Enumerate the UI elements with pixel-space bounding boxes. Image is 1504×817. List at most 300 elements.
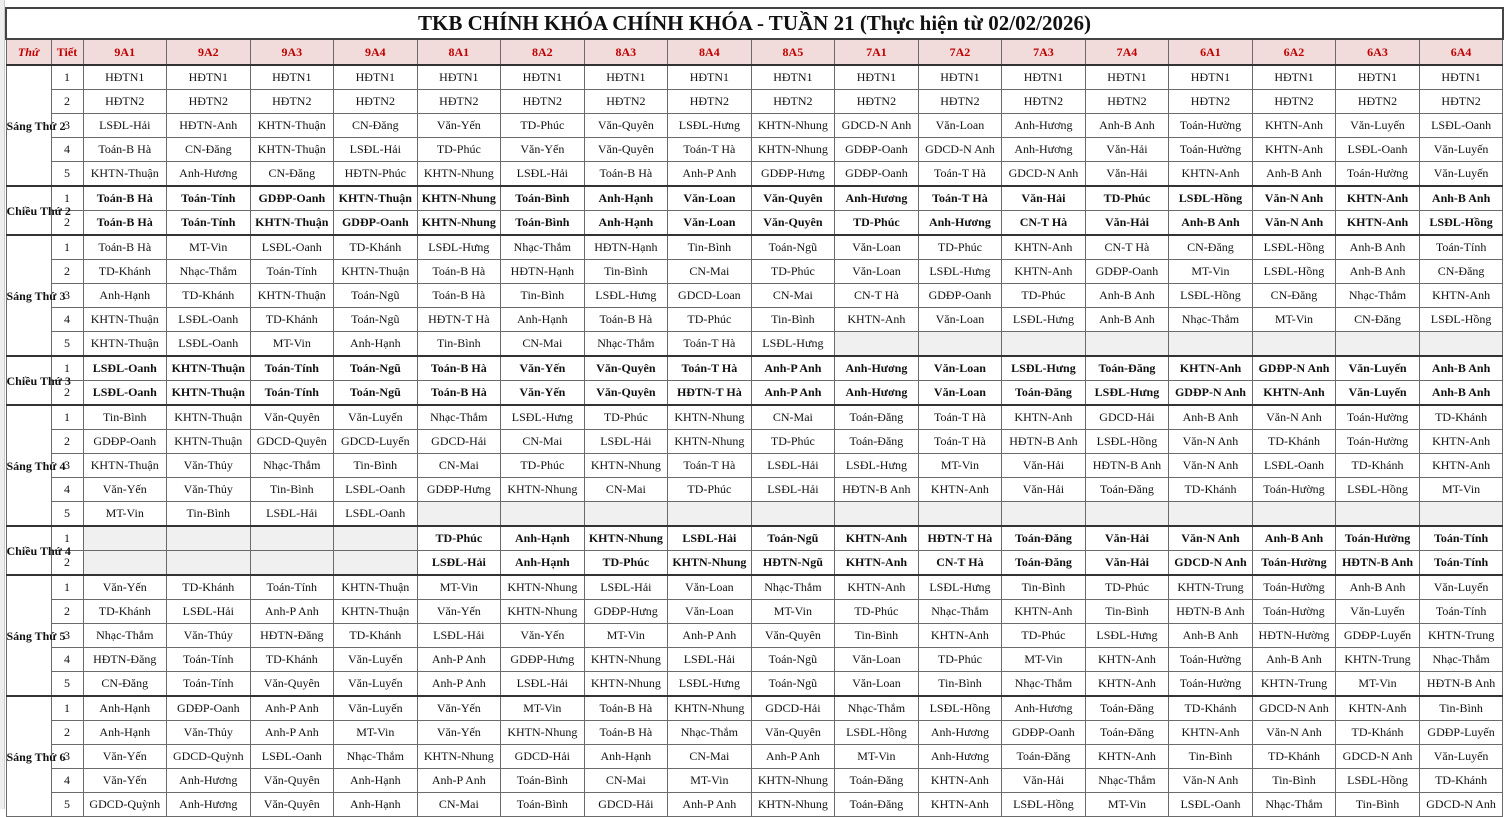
subject-cell[interactable] bbox=[1252, 332, 1336, 357]
subject-cell[interactable]: Anh-B Anh bbox=[1085, 308, 1169, 332]
subject-cell[interactable]: KHTN-Nhung bbox=[584, 672, 668, 697]
subject-cell[interactable] bbox=[918, 502, 1002, 527]
subject-cell[interactable]: HĐTN2 bbox=[1252, 90, 1336, 114]
subject-cell[interactable]: GDĐP-Oanh bbox=[250, 186, 334, 211]
subject-cell[interactable]: HĐTN-Đăng bbox=[83, 648, 167, 672]
subject-cell[interactable]: Anh-Hương bbox=[167, 162, 251, 187]
subject-cell[interactable]: Tin-Bình bbox=[584, 260, 668, 284]
subject-cell[interactable]: LSĐL-Hải bbox=[417, 551, 501, 576]
subject-cell[interactable]: GDĐP-Oanh bbox=[835, 162, 919, 187]
subject-cell[interactable]: KHTN-Anh bbox=[1252, 381, 1336, 406]
subject-cell[interactable]: Toán-T Hà bbox=[918, 162, 1002, 187]
subject-cell[interactable]: Anh-Hạnh bbox=[83, 721, 167, 745]
subject-cell[interactable]: KHTN-Anh bbox=[918, 769, 1002, 793]
subject-cell[interactable]: Văn-Yến bbox=[83, 745, 167, 769]
period-number[interactable]: 1 bbox=[51, 65, 83, 90]
subject-cell[interactable]: CN-Đăng bbox=[1252, 284, 1336, 308]
subject-cell[interactable]: Văn-Quyên bbox=[584, 381, 668, 406]
subject-cell[interactable]: Văn-Loan bbox=[668, 186, 752, 211]
period-number[interactable]: 2 bbox=[51, 90, 83, 114]
subject-cell[interactable]: Anh-B Anh bbox=[1252, 648, 1336, 672]
subject-cell[interactable]: TD-Phúc bbox=[417, 526, 501, 551]
subject-cell[interactable]: TD-Phúc bbox=[584, 405, 668, 430]
session-label[interactable]: Sáng Thứ 2 bbox=[6, 65, 51, 186]
subject-cell[interactable]: Anh-Hạnh bbox=[334, 793, 418, 817]
subject-cell[interactable]: Văn-Yến bbox=[501, 356, 585, 381]
subject-cell[interactable]: Toán-T Hà bbox=[668, 454, 752, 478]
subject-cell[interactable]: MT-Vin bbox=[501, 696, 585, 721]
subject-cell[interactable]: HĐTN2 bbox=[501, 90, 585, 114]
subject-cell[interactable]: HĐTN2 bbox=[835, 90, 919, 114]
subject-cell[interactable]: KHTN-Thuận bbox=[167, 430, 251, 454]
subject-cell[interactable]: HĐTN1 bbox=[1252, 65, 1336, 90]
subject-cell[interactable]: CN-Mai bbox=[501, 332, 585, 357]
subject-cell[interactable]: HĐTN1 bbox=[1169, 65, 1253, 90]
subject-cell[interactable]: HĐTN-Ngũ bbox=[751, 551, 835, 576]
subject-cell[interactable]: GDĐP-Oanh bbox=[334, 211, 418, 236]
subject-cell[interactable]: TD-Phúc bbox=[1085, 186, 1169, 211]
subject-cell[interactable] bbox=[83, 526, 167, 551]
subject-cell[interactable]: KHTN-Nhung bbox=[501, 721, 585, 745]
subject-cell[interactable]: HĐTN1 bbox=[167, 65, 251, 90]
subject-cell[interactable] bbox=[83, 551, 167, 576]
subject-cell[interactable]: LSĐL-Hồng bbox=[1002, 793, 1086, 817]
subject-cell[interactable] bbox=[334, 551, 418, 576]
subject-cell[interactable]: HĐTN1 bbox=[417, 65, 501, 90]
subject-cell[interactable]: Tin-Bình bbox=[918, 672, 1002, 697]
subject-cell[interactable]: Tin-Bình bbox=[250, 478, 334, 502]
subject-cell[interactable]: Toán-T Hà bbox=[668, 356, 752, 381]
subject-cell[interactable]: Nhạc-Thắm bbox=[1085, 769, 1169, 793]
period-number[interactable]: 4 bbox=[51, 138, 83, 162]
subject-cell[interactable]: Anh-B Anh bbox=[1336, 235, 1420, 260]
subject-cell[interactable]: Toán-Đăng bbox=[835, 793, 919, 817]
subject-cell[interactable]: KHTN-Nhung bbox=[751, 793, 835, 817]
subject-cell[interactable]: LSĐL-Hải bbox=[751, 454, 835, 478]
subject-cell[interactable]: TD-Phúc bbox=[918, 648, 1002, 672]
subject-cell[interactable]: KHTN-Anh bbox=[835, 551, 919, 576]
subject-cell[interactable]: Văn-N Anh bbox=[1169, 430, 1253, 454]
subject-cell[interactable]: LSĐL-Hưng bbox=[417, 235, 501, 260]
subject-cell[interactable]: TD-Khánh bbox=[1419, 769, 1503, 793]
subject-cell[interactable]: LSĐL-Oanh bbox=[334, 478, 418, 502]
subject-cell[interactable]: Nhạc-Thắm bbox=[835, 696, 919, 721]
subject-cell[interactable]: Toán-Hường bbox=[1252, 600, 1336, 624]
subject-cell[interactable]: LSĐL-Hồng bbox=[1252, 235, 1336, 260]
subject-cell[interactable]: GDĐP-Hưng bbox=[751, 162, 835, 187]
subject-cell[interactable]: KHTN-Thuận bbox=[250, 138, 334, 162]
subject-cell[interactable]: TD-Phúc bbox=[668, 308, 752, 332]
subject-cell[interactable]: MT-Vin bbox=[1419, 478, 1503, 502]
subject-cell[interactable]: KHTN-Nhung bbox=[751, 769, 835, 793]
subject-cell[interactable]: HĐTN1 bbox=[751, 65, 835, 90]
class-header[interactable]: 7A2 bbox=[918, 39, 1002, 65]
subject-cell[interactable]: HĐTN-T Hà bbox=[417, 308, 501, 332]
subject-cell[interactable]: HĐTN2 bbox=[334, 90, 418, 114]
subject-cell[interactable]: MT-Vin bbox=[835, 745, 919, 769]
subject-cell[interactable]: Anh-B Anh bbox=[1169, 624, 1253, 648]
subject-cell[interactable]: Toán-Hường bbox=[1169, 114, 1253, 138]
subject-cell[interactable]: KHTN-Nhung bbox=[501, 575, 585, 600]
subject-cell[interactable] bbox=[417, 502, 501, 527]
subject-cell[interactable]: MT-Vin bbox=[1002, 648, 1086, 672]
subject-cell[interactable]: KHTN-Anh bbox=[1085, 745, 1169, 769]
subject-cell[interactable]: Toán-Hường bbox=[1252, 575, 1336, 600]
session-label[interactable]: Sáng Thứ 5 bbox=[6, 575, 51, 696]
subject-cell[interactable]: LSĐL-Hải bbox=[668, 648, 752, 672]
subject-cell[interactable]: LSĐL-Oanh bbox=[1419, 114, 1503, 138]
subject-cell[interactable]: Nhạc-Thắm bbox=[918, 600, 1002, 624]
header-period[interactable]: Tiết bbox=[51, 39, 83, 65]
subject-cell[interactable]: GDĐP-Hưng bbox=[501, 648, 585, 672]
subject-cell[interactable]: TD-Phúc bbox=[501, 114, 585, 138]
subject-cell[interactable]: LSĐL-Hải bbox=[83, 114, 167, 138]
subject-cell[interactable]: Toán-T Hà bbox=[668, 138, 752, 162]
subject-cell[interactable]: Toán-B Hà bbox=[584, 696, 668, 721]
subject-cell[interactable]: Tin-Bình bbox=[1169, 745, 1253, 769]
subject-cell[interactable]: TD-Khánh bbox=[1252, 430, 1336, 454]
subject-cell[interactable]: Anh-Hạnh bbox=[334, 332, 418, 357]
subject-cell[interactable]: KHTN-Trung bbox=[1336, 648, 1420, 672]
period-number[interactable]: 2 bbox=[51, 211, 83, 236]
subject-cell[interactable]: KHTN-Thuận bbox=[83, 332, 167, 357]
subject-cell[interactable]: Văn-Quyên bbox=[250, 672, 334, 697]
subject-cell[interactable]: HĐTN-Hường bbox=[1252, 624, 1336, 648]
subject-cell[interactable]: TD-Khánh bbox=[83, 260, 167, 284]
subject-cell[interactable]: Văn-Yến bbox=[83, 575, 167, 600]
subject-cell[interactable]: KHTN-Nhung bbox=[417, 745, 501, 769]
subject-cell[interactable]: KHTN-Anh bbox=[1002, 260, 1086, 284]
subject-cell[interactable]: HĐTN2 bbox=[417, 90, 501, 114]
subject-cell[interactable]: Văn-Hải bbox=[1085, 551, 1169, 576]
subject-cell[interactable]: Nhạc-Thắm bbox=[83, 624, 167, 648]
period-number[interactable]: 5 bbox=[51, 502, 83, 527]
period-number[interactable]: 1 bbox=[51, 526, 83, 551]
subject-cell[interactable]: MT-Vin bbox=[250, 332, 334, 357]
subject-cell[interactable]: TD-Khánh bbox=[334, 624, 418, 648]
subject-cell[interactable]: TD-Khánh bbox=[167, 284, 251, 308]
subject-cell[interactable]: Anh-Hương bbox=[1002, 696, 1086, 721]
subject-cell[interactable]: LSĐL-Oanh bbox=[83, 356, 167, 381]
subject-cell[interactable]: Toán-Đăng bbox=[1002, 551, 1086, 576]
class-header[interactable]: 9A1 bbox=[83, 39, 167, 65]
subject-cell[interactable]: Tin-Bình bbox=[1002, 575, 1086, 600]
subject-cell[interactable]: KHTN-Anh bbox=[1336, 186, 1420, 211]
subject-cell[interactable]: CN-Mai bbox=[417, 793, 501, 817]
subject-cell[interactable]: TD-Khánh bbox=[83, 600, 167, 624]
subject-cell[interactable]: GDĐP-Luyến bbox=[1336, 624, 1420, 648]
period-number[interactable]: 5 bbox=[51, 793, 83, 817]
subject-cell[interactable]: Toán-T Hà bbox=[918, 186, 1002, 211]
subject-cell[interactable]: KHTN-Anh bbox=[835, 308, 919, 332]
subject-cell[interactable]: TD-Khánh bbox=[250, 648, 334, 672]
subject-cell[interactable]: Toán-Đăng bbox=[835, 769, 919, 793]
subject-cell[interactable]: GDCD-Hải bbox=[501, 745, 585, 769]
subject-cell[interactable]: Anh-Hạnh bbox=[83, 284, 167, 308]
subject-cell[interactable]: KHTN-Nhung bbox=[668, 696, 752, 721]
subject-cell[interactable]: TD-Khánh bbox=[1336, 454, 1420, 478]
subject-cell[interactable]: LSĐL-Hải bbox=[584, 575, 668, 600]
subject-cell[interactable]: Toán-Đăng bbox=[1002, 381, 1086, 406]
subject-cell[interactable]: Văn-Luyến bbox=[334, 696, 418, 721]
subject-cell[interactable]: Toán-Ngũ bbox=[751, 672, 835, 697]
subject-cell[interactable]: Nhạc-Thắm bbox=[1252, 793, 1336, 817]
subject-cell[interactable]: Anh-Hạnh bbox=[501, 551, 585, 576]
subject-cell[interactable]: Toán-B Hà bbox=[584, 308, 668, 332]
subject-cell[interactable]: Anh-P Anh bbox=[250, 696, 334, 721]
subject-cell[interactable]: CN-Mai bbox=[584, 478, 668, 502]
subject-cell[interactable]: Văn-Quyên bbox=[584, 114, 668, 138]
subject-cell[interactable]: Nhạc-Thắm bbox=[584, 332, 668, 357]
subject-cell[interactable]: Toán-Hường bbox=[1336, 430, 1420, 454]
subject-cell[interactable]: KHTN-Anh bbox=[1252, 138, 1336, 162]
subject-cell[interactable]: KHTN-Nhung bbox=[584, 526, 668, 551]
subject-cell[interactable] bbox=[1169, 332, 1253, 357]
subject-cell[interactable] bbox=[334, 526, 418, 551]
subject-cell[interactable]: CN-Đăng bbox=[250, 162, 334, 187]
subject-cell[interactable]: LSĐL-Hải bbox=[334, 138, 418, 162]
subject-cell[interactable]: KHTN-Anh bbox=[1085, 672, 1169, 697]
class-header[interactable]: 9A3 bbox=[250, 39, 334, 65]
subject-cell[interactable]: GDCD-N Anh bbox=[1336, 745, 1420, 769]
subject-cell[interactable]: LSĐL-Oanh bbox=[250, 745, 334, 769]
subject-cell[interactable]: LSĐL-Hải bbox=[751, 478, 835, 502]
class-header[interactable]: 7A1 bbox=[835, 39, 919, 65]
timetable-title[interactable]: TKB CHÍNH KHÓA CHÍNH KHÓA - TUẦN 21 (Thực hiện từ 02/02/2026) bbox=[6, 8, 1503, 39]
subject-cell[interactable]: LSĐL-Hồng bbox=[1085, 430, 1169, 454]
subject-cell[interactable]: HĐTN2 bbox=[751, 90, 835, 114]
subject-cell[interactable]: Tin-Bình bbox=[417, 332, 501, 357]
session-label[interactable]: Chiều Thứ 4 bbox=[6, 526, 51, 575]
subject-cell[interactable]: Anh-Hương bbox=[1002, 114, 1086, 138]
subject-cell[interactable]: HĐTN1 bbox=[1002, 65, 1086, 90]
subject-cell[interactable]: GDCD-Quỳnh bbox=[83, 793, 167, 817]
subject-cell[interactable]: Nhạc-Thắm bbox=[1002, 672, 1086, 697]
subject-cell[interactable]: HĐTN2 bbox=[1002, 90, 1086, 114]
subject-cell[interactable]: Tin-Bình bbox=[1085, 600, 1169, 624]
subject-cell[interactable]: LSĐL-Hưng bbox=[1002, 356, 1086, 381]
subject-cell[interactable]: CN-Mai bbox=[668, 260, 752, 284]
subject-cell[interactable]: LSĐL-Hồng bbox=[1419, 308, 1503, 332]
subject-cell[interactable]: GDCD-Hải bbox=[584, 793, 668, 817]
subject-cell[interactable]: Toán-Đăng bbox=[1085, 356, 1169, 381]
header-day[interactable]: Thứ bbox=[6, 39, 51, 65]
subject-cell[interactable]: Văn-Hải bbox=[1002, 769, 1086, 793]
subject-cell[interactable]: Văn-N Anh bbox=[1252, 186, 1336, 211]
subject-cell[interactable] bbox=[167, 551, 251, 576]
subject-cell[interactable]: Tin-Bình bbox=[501, 284, 585, 308]
period-number[interactable]: 3 bbox=[51, 745, 83, 769]
subject-cell[interactable]: GDCD-N Anh bbox=[1419, 793, 1503, 817]
subject-cell[interactable]: LSĐL-Hồng bbox=[1336, 769, 1420, 793]
subject-cell[interactable] bbox=[1336, 332, 1420, 357]
period-number[interactable]: 2 bbox=[51, 260, 83, 284]
subject-cell[interactable]: TD-Phúc bbox=[751, 260, 835, 284]
subject-cell[interactable]: KHTN-Anh bbox=[835, 575, 919, 600]
subject-cell[interactable]: KHTN-Anh bbox=[1002, 235, 1086, 260]
subject-cell[interactable]: TD-Khánh bbox=[1419, 405, 1503, 430]
class-header[interactable]: 7A3 bbox=[1002, 39, 1086, 65]
subject-cell[interactable]: Văn-Loan bbox=[835, 260, 919, 284]
subject-cell[interactable]: Toán-Tính bbox=[1419, 235, 1503, 260]
subject-cell[interactable]: Anh-Hạnh bbox=[501, 308, 585, 332]
subject-cell[interactable]: Văn-Yến bbox=[501, 381, 585, 406]
subject-cell[interactable]: Văn-Yến bbox=[83, 478, 167, 502]
subject-cell[interactable]: HĐTN-B Anh bbox=[1085, 454, 1169, 478]
subject-cell[interactable]: LSĐL-Hưng bbox=[918, 575, 1002, 600]
subject-cell[interactable]: LSĐL-Hồng bbox=[1252, 260, 1336, 284]
subject-cell[interactable]: LSĐL-Hồng bbox=[1336, 478, 1420, 502]
subject-cell[interactable]: CN-Đăng bbox=[1419, 260, 1503, 284]
subject-cell[interactable]: GDCD-N Anh bbox=[918, 138, 1002, 162]
subject-cell[interactable]: HĐTN1 bbox=[918, 65, 1002, 90]
subject-cell[interactable]: Nhạc-Thắm bbox=[751, 575, 835, 600]
subject-cell[interactable]: Toán-B Hà bbox=[83, 186, 167, 211]
subject-cell[interactable]: KHTN-Thuận bbox=[83, 308, 167, 332]
subject-cell[interactable]: KHTN-Thuận bbox=[334, 260, 418, 284]
class-header[interactable]: 6A3 bbox=[1336, 39, 1420, 65]
subject-cell[interactable]: Văn-Luyến bbox=[1419, 162, 1503, 187]
subject-cell[interactable]: Toán-Ngũ bbox=[334, 308, 418, 332]
subject-cell[interactable]: LSĐL-Hưng bbox=[668, 114, 752, 138]
subject-cell[interactable]: Văn-Yến bbox=[417, 600, 501, 624]
subject-cell[interactable]: HĐTN-Hạnh bbox=[584, 235, 668, 260]
subject-cell[interactable]: Anh-Hương bbox=[835, 381, 919, 406]
subject-cell[interactable]: Toán-Tính bbox=[1419, 526, 1503, 551]
subject-cell[interactable]: KHTN-Anh bbox=[1169, 356, 1253, 381]
subject-cell[interactable]: Anh-B Anh bbox=[1252, 162, 1336, 187]
subject-cell[interactable] bbox=[1002, 332, 1086, 357]
subject-cell[interactable]: Văn-Hải bbox=[1085, 211, 1169, 236]
subject-cell[interactable]: Văn-Quyên bbox=[250, 405, 334, 430]
subject-cell[interactable]: Văn-Loan bbox=[918, 308, 1002, 332]
subject-cell[interactable]: Văn-Quyên bbox=[751, 721, 835, 745]
subject-cell[interactable]: Toán-B Hà bbox=[83, 235, 167, 260]
subject-cell[interactable]: KHTN-Nhung bbox=[417, 162, 501, 187]
subject-cell[interactable]: LSĐL-Hồng bbox=[835, 721, 919, 745]
subject-cell[interactable]: Anh-P Anh bbox=[250, 721, 334, 745]
subject-cell[interactable]: LSĐL-Hưng bbox=[668, 672, 752, 697]
subject-cell[interactable]: KHTN-Nhung bbox=[751, 114, 835, 138]
subject-cell[interactable]: Anh-P Anh bbox=[668, 624, 752, 648]
subject-cell[interactable]: KHTN-Anh bbox=[1169, 162, 1253, 187]
subject-cell[interactable]: Toán-Tính bbox=[167, 672, 251, 697]
subject-cell[interactable]: TD-Phúc bbox=[835, 600, 919, 624]
subject-cell[interactable]: HĐTN2 bbox=[1085, 90, 1169, 114]
subject-cell[interactable]: Anh-Hạnh bbox=[83, 696, 167, 721]
subject-cell[interactable]: CN-Đăng bbox=[1169, 235, 1253, 260]
subject-cell[interactable]: Văn-Luyến bbox=[1419, 575, 1503, 600]
subject-cell[interactable]: Văn-Yến bbox=[83, 769, 167, 793]
subject-cell[interactable]: Văn-Loan bbox=[668, 600, 752, 624]
subject-cell[interactable]: Tin-Bình bbox=[668, 235, 752, 260]
period-number[interactable]: 3 bbox=[51, 284, 83, 308]
subject-cell[interactable]: CN-Mai bbox=[501, 430, 585, 454]
subject-cell[interactable]: Toán-Tính bbox=[250, 381, 334, 406]
subject-cell[interactable]: Toán-T Hà bbox=[918, 430, 1002, 454]
subject-cell[interactable]: GDCD-Quyên bbox=[250, 430, 334, 454]
period-number[interactable]: 3 bbox=[51, 454, 83, 478]
subject-cell[interactable]: GDCD-N Anh bbox=[1252, 696, 1336, 721]
subject-cell[interactable]: Văn-Loan bbox=[668, 575, 752, 600]
subject-cell[interactable]: LSĐL-Hồng bbox=[918, 696, 1002, 721]
subject-cell[interactable]: Văn-Luyến bbox=[1336, 600, 1420, 624]
subject-cell[interactable]: HĐTN-B Anh bbox=[1002, 430, 1086, 454]
subject-cell[interactable]: Anh-Hạnh bbox=[584, 745, 668, 769]
subject-cell[interactable]: Văn-Luyến bbox=[1336, 114, 1420, 138]
subject-cell[interactable]: Toán-B Hà bbox=[584, 162, 668, 187]
subject-cell[interactable]: TD-Phúc bbox=[501, 454, 585, 478]
subject-cell[interactable]: KHTN-Thuận bbox=[250, 114, 334, 138]
class-header[interactable]: 7A4 bbox=[1085, 39, 1169, 65]
subject-cell[interactable]: TD-Khánh bbox=[250, 308, 334, 332]
subject-cell[interactable]: LSĐL-Hồng bbox=[1419, 211, 1503, 236]
subject-cell[interactable]: Anh-Hạnh bbox=[334, 769, 418, 793]
subject-cell[interactable]: GDĐP-N Anh bbox=[1169, 381, 1253, 406]
subject-cell[interactable]: Toán-B Hà bbox=[584, 721, 668, 745]
subject-cell[interactable]: Văn-Luyến bbox=[1336, 356, 1420, 381]
subject-cell[interactable]: Toán-Ngũ bbox=[334, 284, 418, 308]
class-header[interactable]: 6A2 bbox=[1252, 39, 1336, 65]
subject-cell[interactable]: LSĐL-Hải bbox=[501, 162, 585, 187]
subject-cell[interactable]: Tin-Bình bbox=[1336, 793, 1420, 817]
subject-cell[interactable]: CN-Mai bbox=[584, 769, 668, 793]
subject-cell[interactable] bbox=[250, 526, 334, 551]
subject-cell[interactable]: TD-Phúc bbox=[668, 478, 752, 502]
subject-cell[interactable]: LSĐL-Hải bbox=[584, 430, 668, 454]
subject-cell[interactable]: Văn-Loan bbox=[835, 672, 919, 697]
subject-cell[interactable]: TD-Phúc bbox=[751, 430, 835, 454]
period-number[interactable]: 2 bbox=[51, 381, 83, 406]
subject-cell[interactable]: Anh-B Anh bbox=[1169, 405, 1253, 430]
subject-cell[interactable]: TD-Phúc bbox=[584, 551, 668, 576]
subject-cell[interactable]: KHTN-Nhung bbox=[584, 454, 668, 478]
subject-cell[interactable]: Văn-Hải bbox=[1002, 186, 1086, 211]
subject-cell[interactable]: MT-Vin bbox=[417, 575, 501, 600]
subject-cell[interactable]: KHTN-Anh bbox=[1252, 114, 1336, 138]
subject-cell[interactable]: Toán-Đăng bbox=[835, 430, 919, 454]
subject-cell[interactable]: LSĐL-Oanh bbox=[1252, 454, 1336, 478]
subject-cell[interactable]: Văn-Yến bbox=[501, 138, 585, 162]
subject-cell[interactable]: Văn-N Anh bbox=[1252, 721, 1336, 745]
subject-cell[interactable]: HĐTN-T Hà bbox=[668, 381, 752, 406]
subject-cell[interactable]: TD-Khánh bbox=[1336, 721, 1420, 745]
subject-cell[interactable]: Toán-Hường bbox=[1169, 672, 1253, 697]
period-number[interactable]: 4 bbox=[51, 769, 83, 793]
subject-cell[interactable]: TD-Phúc bbox=[1002, 284, 1086, 308]
subject-cell[interactable]: KHTN-Thuận bbox=[250, 211, 334, 236]
subject-cell[interactable]: Anh-Hương bbox=[835, 356, 919, 381]
subject-cell[interactable]: Anh-B Anh bbox=[1169, 211, 1253, 236]
subject-cell[interactable] bbox=[918, 332, 1002, 357]
subject-cell[interactable]: Văn-Quyên bbox=[250, 793, 334, 817]
period-number[interactable]: 4 bbox=[51, 478, 83, 502]
subject-cell[interactable]: Toán-Bình bbox=[501, 793, 585, 817]
subject-cell[interactable]: LSĐL-Oanh bbox=[83, 381, 167, 406]
subject-cell[interactable]: Anh-P Anh bbox=[751, 745, 835, 769]
subject-cell[interactable]: Toán-Hường bbox=[1252, 551, 1336, 576]
subject-cell[interactable]: Toán-T Hà bbox=[918, 405, 1002, 430]
subject-cell[interactable]: Tin-Bình bbox=[167, 502, 251, 527]
period-number[interactable]: 1 bbox=[51, 235, 83, 260]
subject-cell[interactable]: Toán-B Hà bbox=[83, 138, 167, 162]
subject-cell[interactable]: CN-T Hà bbox=[1085, 235, 1169, 260]
subject-cell[interactable]: Toán-Tính bbox=[250, 356, 334, 381]
subject-cell[interactable] bbox=[1002, 502, 1086, 527]
period-number[interactable]: 1 bbox=[51, 575, 83, 600]
subject-cell[interactable]: Tin-Bình bbox=[1419, 696, 1503, 721]
subject-cell[interactable]: KHTN-Thuận bbox=[167, 356, 251, 381]
